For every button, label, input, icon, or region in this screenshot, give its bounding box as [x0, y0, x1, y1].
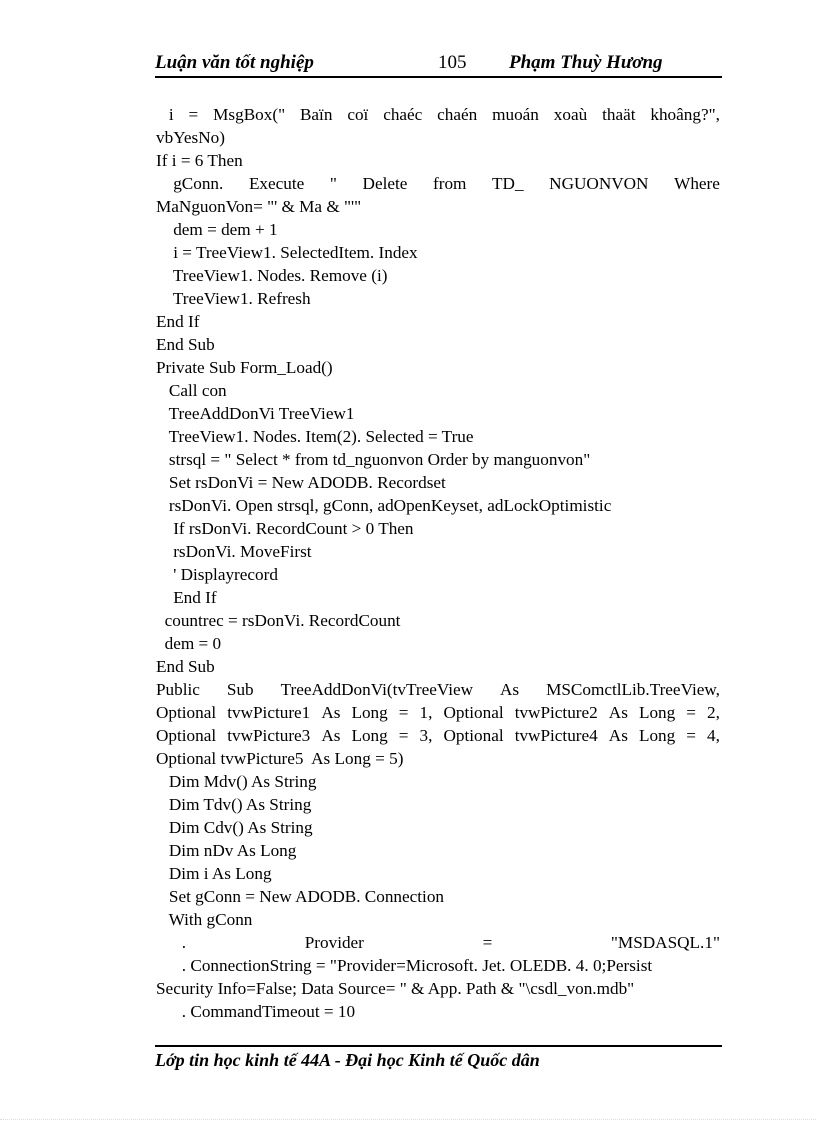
code-line: ' Displayrecord [156, 565, 278, 584]
code-line: gConn. Execute " Delete from TD_ NGUONVON Where [156, 174, 720, 193]
code-line: End Sub [156, 335, 215, 354]
code-line: If i = 6 Then [156, 151, 243, 170]
code-line: rsDonVi. MoveFirst [156, 542, 312, 561]
page-footer: Lớp tin học kinh tế 44A - Đại học Kinh tế Quốc dân [155, 1050, 540, 1070]
code-line: End Sub [156, 657, 215, 676]
code-line: dem = 0 [156, 634, 222, 653]
code-line: Private Sub Form_Load() [156, 358, 333, 377]
code-line: Dim Tdv() As String [156, 795, 312, 814]
code-line: Dim i As Long [156, 864, 272, 883]
code-line: Call con [156, 381, 227, 400]
code-line: Dim Cdv() As String [156, 818, 313, 837]
code-line: dem = dem + 1 [156, 220, 278, 239]
code-line: strsql = " Select * from td_nguonvon Order by manguonvon" [156, 450, 591, 469]
code-listing [156, 103, 720, 1023]
code-line: Optional tvwPicture3 As Long = 3, Optional tvwPicture4 As Long = 4, [156, 726, 720, 745]
code-line: If rsDonVi. RecordCount > 0 Then [156, 519, 414, 538]
page-number: 105 [438, 52, 467, 73]
code-line: countrec = rsDonVi. RecordCount [156, 611, 401, 630]
code-line: Dim Mdv() As String [156, 772, 317, 791]
code-line: Set gConn = New ADODB. Connection [156, 887, 445, 906]
code-line: Set rsDonVi = New ADODB. Recordset [156, 473, 446, 492]
header-author: Phạm Thuỳ Hương [509, 52, 663, 73]
code-line: Public Sub TreeAddDonVi(tvTreeView As MSComctlLib.TreeView, [156, 680, 720, 699]
code-line: . ConnectionString = "Provider=Microsoft. Jet. OLEDB. 4. 0;Persist [156, 956, 653, 975]
code-line: End If [156, 312, 200, 331]
code-line: i = MsgBox(" Baïn coï chaéc chaén muoán xoaù thaät khoâng?", [156, 105, 720, 124]
code-line: vbYesNo) [156, 128, 225, 147]
code-line: TreeAddDonVi TreeView1 [156, 404, 355, 423]
page-header [155, 50, 722, 76]
code-line: TreeView1. Nodes. Item(2). Selected = True [156, 427, 474, 446]
footer-rule [155, 1045, 722, 1047]
code-line: rsDonVi. Open strsql, gConn, adOpenKeyset, adLockOptimistic [156, 496, 612, 515]
code-line: With gConn [156, 910, 253, 929]
code-line: i = TreeView1. SelectedItem. Index [156, 243, 418, 262]
code-line: Dim nDv As Long [156, 841, 297, 860]
code-line: End If [156, 588, 217, 607]
header-title: Luận văn tốt nghiệp [155, 52, 314, 73]
code-line: Optional tvwPicture5 As Long = 5) [156, 749, 404, 768]
code-line: Optional tvwPicture1 As Long = 1, Optional tvwPicture2 As Long = 2, [156, 703, 720, 722]
code-line: Security Info=False; Data Source= " & App. Path & "\csdl_von.mdb" [156, 979, 635, 998]
code-line: . Provider = "MSDASQL.1" [156, 933, 720, 952]
code-line: TreeView1. Nodes. Remove (i) [156, 266, 388, 285]
page-edge [0, 1119, 816, 1123]
code-line: MaNguonVon= "' & Ma & "'" [156, 197, 362, 216]
header-rule [155, 76, 722, 78]
code-line: TreeView1. Refresh [156, 289, 311, 308]
code-line: . CommandTimeout = 10 [156, 1002, 356, 1021]
